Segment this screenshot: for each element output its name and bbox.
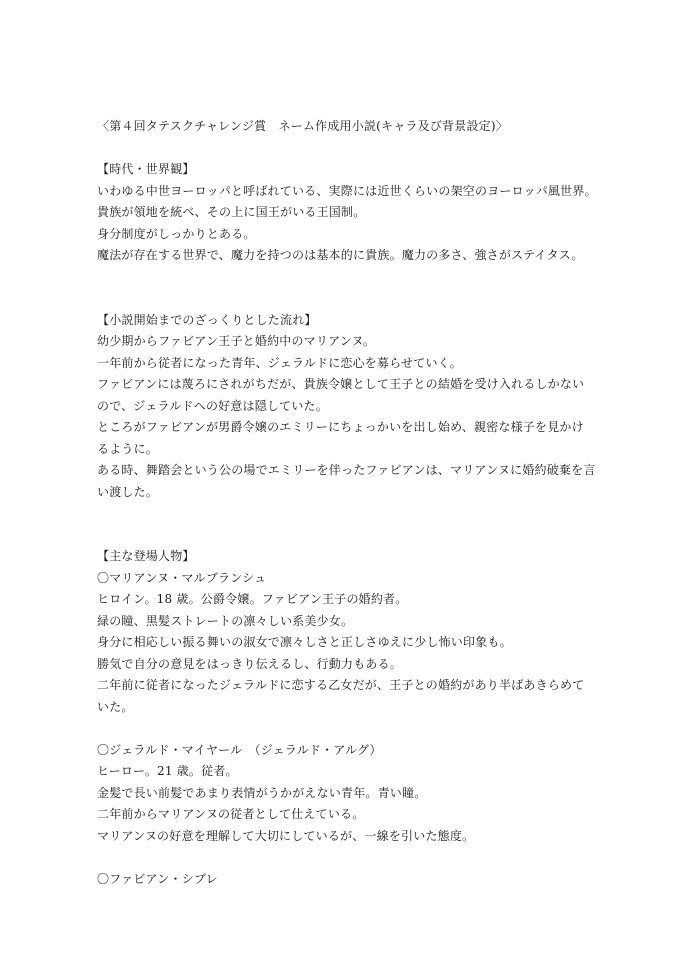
flow-heading: 【小説開始までのざっくりとした流れ】 [97, 312, 317, 327]
world-line: 身分制度がしっかりとある。 [97, 226, 256, 241]
document-page [97, 116, 597, 890]
character-fabien [97, 869, 597, 891]
document-title: 〈第４回タテスクチャレンジ賞 ネーム作成用小説(キャラ及び背景設定)〉 [97, 119, 508, 133]
flow-line: ファビアンには蔑ろにされがちだが、貴族令嬢として王子との結婚を受け入れるしかない [97, 377, 585, 391]
spacer [97, 138, 597, 160]
flow-line: ところがファビアンが男爵令嬢のエミリーにちょっかいを出し始め、親密な様子を見かけ [97, 420, 584, 434]
spacer [97, 718, 597, 740]
spacer [97, 847, 597, 869]
character-gerald [97, 740, 597, 848]
character-line: ヒロイン。18 歳。公爵令嬢。ファビアン王子の婚約者。 [97, 592, 408, 606]
character-line: 二年前に従者になったジェラルドに恋する乙女だが、王子との婚約があり半ばあきらめて [97, 678, 585, 692]
character-marianne [97, 568, 597, 719]
flow-section [97, 310, 597, 504]
flow-line: 一年前から従者になった青年、ジェラルドに恋心を募らせていく。 [97, 355, 462, 370]
world-line: 貴族が領地を統べ、その上に国王がいる王国制。 [97, 205, 366, 219]
character-name: 〇ジェラルド・マイヤール （ジェラルド・アルグ） [97, 742, 382, 757]
spacer [97, 503, 597, 546]
spacer [97, 267, 597, 310]
world-line: いわゆる中世ヨーロッパと呼ばれている、実際には近世くらいの架空のヨーロッパ風世界。 [97, 183, 597, 198]
flow-line: い渡した。 [97, 484, 159, 499]
flow-line: 幼少期からファビアン王子と婚約中のマリアンヌ。 [97, 334, 376, 348]
world-line: 魔法が存在する世界で、魔力を持つのは基本的に貴族。魔力の多さ、強さがステイタス。 [97, 248, 584, 262]
flow-line: ので、ジェラルドへの好意は隠していた。 [97, 398, 328, 413]
character-name: 〇ファビアン・シブレ [97, 871, 218, 886]
flow-line: ある時、舞踏会という公の場でエミリーを伴ったファビアンは、マリアンヌに婚約破棄を言 [97, 463, 596, 477]
character-line: 勝気で自分の意見をはっきり伝えるし、行動力もある。 [97, 656, 403, 671]
character-line: 身分に相応しい振る舞いの淑女で凛々しさと正しさゆえに少し怖い印象も。 [97, 635, 512, 649]
character-line: ヒーロー。21 歳。従者。 [97, 764, 238, 778]
character-line: いた。 [97, 699, 134, 714]
world-section [97, 159, 597, 267]
character-line: マリアンヌの好意を理解して大切にしているが、一線を引いた態度。 [97, 828, 475, 843]
character-name: 〇マリアンヌ・マルブランシュ [97, 570, 267, 585]
flow-line: るように。 [97, 441, 159, 456]
world-heading: 【時代・世界観】 [97, 162, 195, 176]
character-line: 緑の瞳、黒髪ストレートの凛々しい系美少女。 [97, 613, 354, 628]
characters-heading: 【主な登場人物】 [97, 549, 195, 563]
character-line: 金髪で長い前髪であまり表情がうかがえない青年。青い瞳。 [97, 785, 427, 800]
characters-section [97, 546, 597, 890]
character-line: 二年前からマリアンヌの従者として仕えている。 [97, 807, 365, 821]
